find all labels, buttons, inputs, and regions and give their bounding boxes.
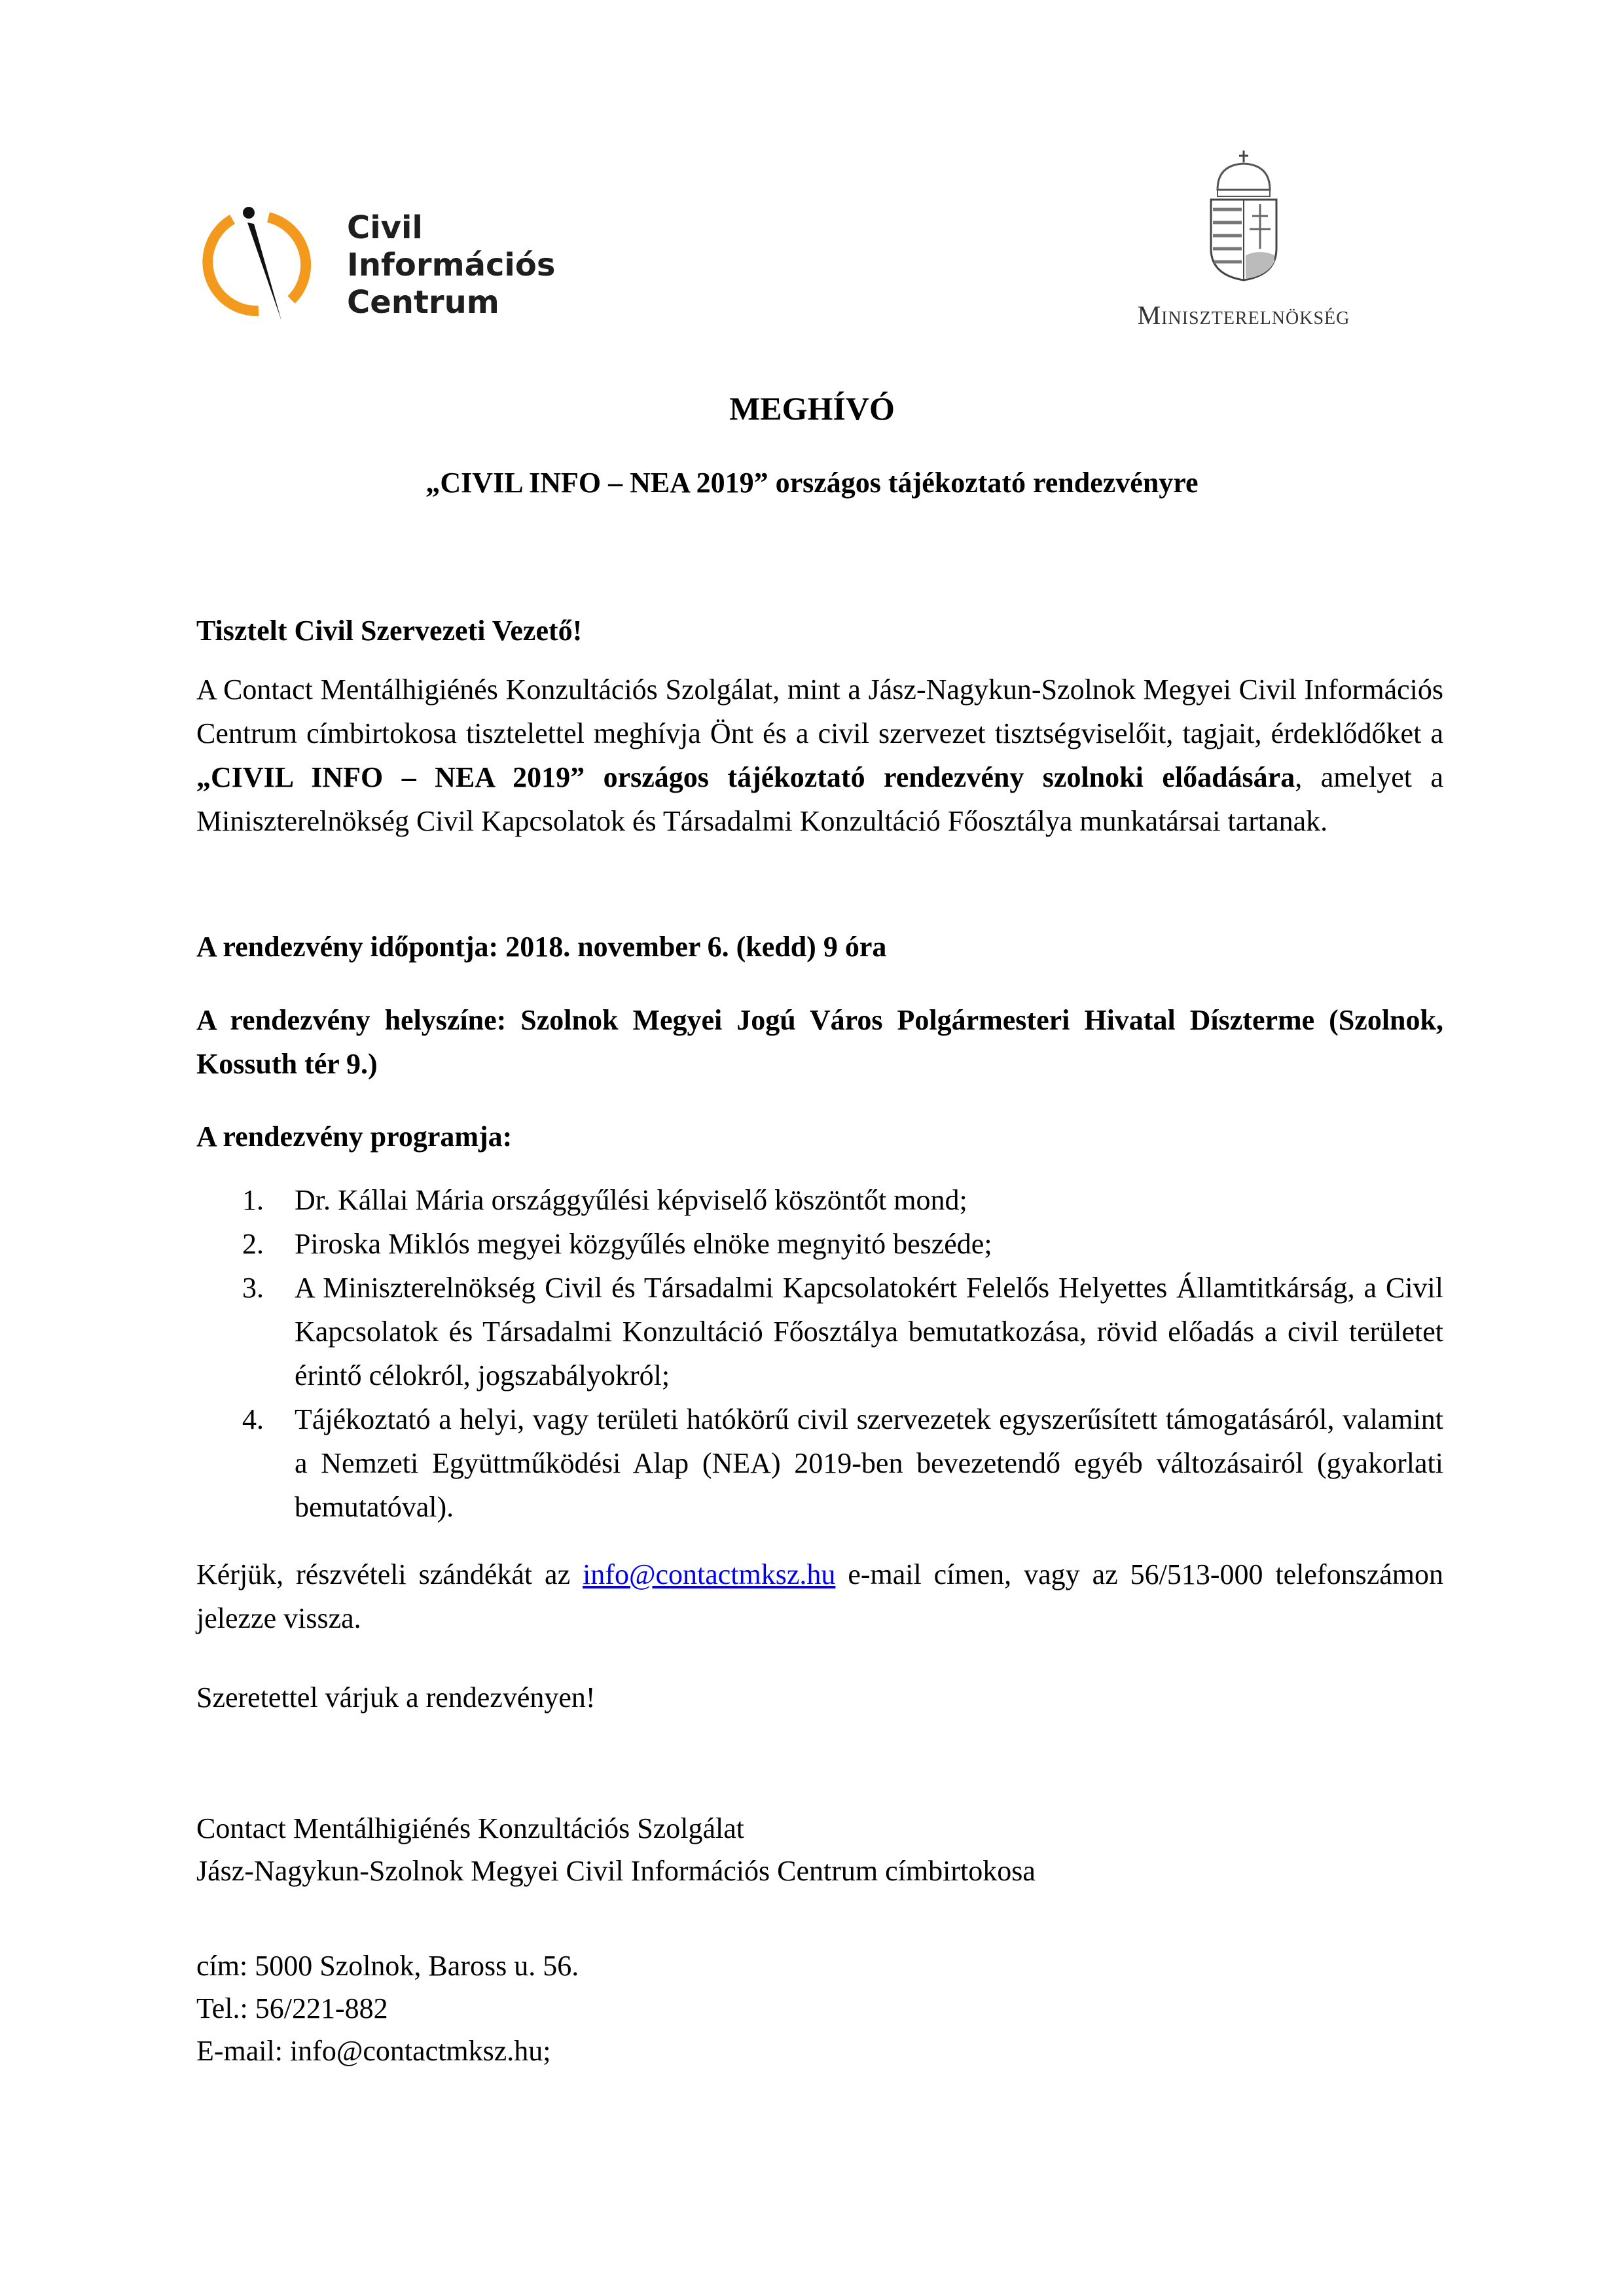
coat-of-arms-icon (1208, 151, 1280, 281)
cic-logo-line1: Civil (347, 209, 423, 246)
intro-part1: A Contact Mentálhigiénés Konzultációs Szolgálat, mint a Jász-Nagykun-Szolnok Megyei Civil Információs Centrum címbirtokosa tisztelettel meghívja Önt és a civil szervezet tisztségviselőit, tagjait, érdeklődőket a (196, 673, 1443, 749)
rsvp-paragraph (196, 1552, 1443, 1640)
rsvp-before: Kérjük, részvételi szándékát az (196, 1558, 583, 1590)
program-list (196, 1178, 1443, 1529)
contact-phone: Tel.: 56/221-882 (196, 1992, 388, 2024)
contact-email: E-mail: info@contactmksz.hu; (196, 2035, 551, 2067)
event-location: A rendezvény helyszíne: Szolnok Megyei Jogú Város Polgármesteri Hivatal Díszterme (Szolnok, Kossuth tér 9.) (196, 1004, 1443, 1080)
event-date: A rendezvény időpontja: 2018. november 6. (kedd) 9 óra (196, 931, 887, 963)
program-item-text: Piroska Miklós megyei közgyűlés elnöke megnyitó beszéde; (295, 1228, 992, 1260)
intro-paragraph (196, 668, 1443, 843)
cic-ring-icon (196, 190, 327, 327)
closing-line: Szeretettel várjuk a rendezvényen! (196, 1681, 596, 1713)
program-item-number: 1. (242, 1184, 264, 1216)
cic-logo-line2: Információs (347, 247, 556, 283)
program-item-number: 2. (242, 1228, 264, 1260)
program-item (196, 1222, 1443, 1266)
page-subtitle: „CIVIL INFO – NEA 2019” országos tájékoztató rendezvényre (425, 467, 1199, 499)
program-item-text: Tájékoztató a helyi, vagy területi hatókörű civil szervezetek egyszerűsített támogatásáról, valamint a Nemzeti Együttműködési Alap (NEA) 2019-ben bevezetendő egyéb változásairól (gyakorlati bemutatóval). (295, 1403, 1443, 1523)
rsvp-after: e-mail címen, vagy az 56/513-000 telefonszámon jelezze vissza. (196, 1558, 1443, 1634)
cic-logo-line3: Centrum (347, 284, 499, 321)
program-item (196, 1266, 1443, 1397)
ministry-name: Miniszterelnökség (1137, 300, 1350, 330)
civil-informacios-centrum-logo (196, 190, 563, 327)
salutation: Tisztelt Civil Szervezeti Vezető! (196, 615, 583, 647)
intro-part2: , amelyet a Miniszterelnökség Civil Kapcsolatok és Társadalmi Konzultáció Főosztálya munkatársai tartanak. (196, 761, 1443, 837)
miniszterelnokseg-logo (1106, 144, 1381, 334)
program-item-number: 3. (242, 1272, 264, 1304)
signature-org: Contact Mentálhigiénés Konzultációs Szolgálat (196, 1812, 745, 1844)
program-item-text: A Miniszterelnökség Civil és Társadalmi Kapcsolatokért Felelős Helyettes Államtitkárság, a Civil Kapcsolatok és Társadalmi Konzultáció Főosztálya bemutatkozása, rövid előadás a civil területet érintő célokról, jogszabályokról; (295, 1272, 1443, 1391)
rsvp-email-link[interactable]: info@contactmksz.hu (583, 1558, 836, 1590)
program-item-text: Dr. Kállai Mária országgyűlési képviselő köszöntőt mond; (295, 1184, 967, 1216)
program-item (196, 1178, 1443, 1222)
cic-logo-text (347, 209, 555, 321)
contact-address: cím: 5000 Szolnok, Baross u. 56. (196, 1950, 579, 1982)
intro-event-name: „CIVIL INFO – NEA 2019” országos tájékoztató rendezvény szolnoki előadására (196, 761, 1295, 793)
program-item-number: 4. (242, 1403, 264, 1435)
program-heading: A rendezvény programja: (196, 1121, 513, 1153)
signature-role: Jász-Nagykun-Szolnok Megyei Civil Információs Centrum címbirtokosa (196, 1855, 1036, 1887)
page-title: MEGHÍVÓ (729, 390, 895, 427)
program-item (196, 1397, 1443, 1529)
